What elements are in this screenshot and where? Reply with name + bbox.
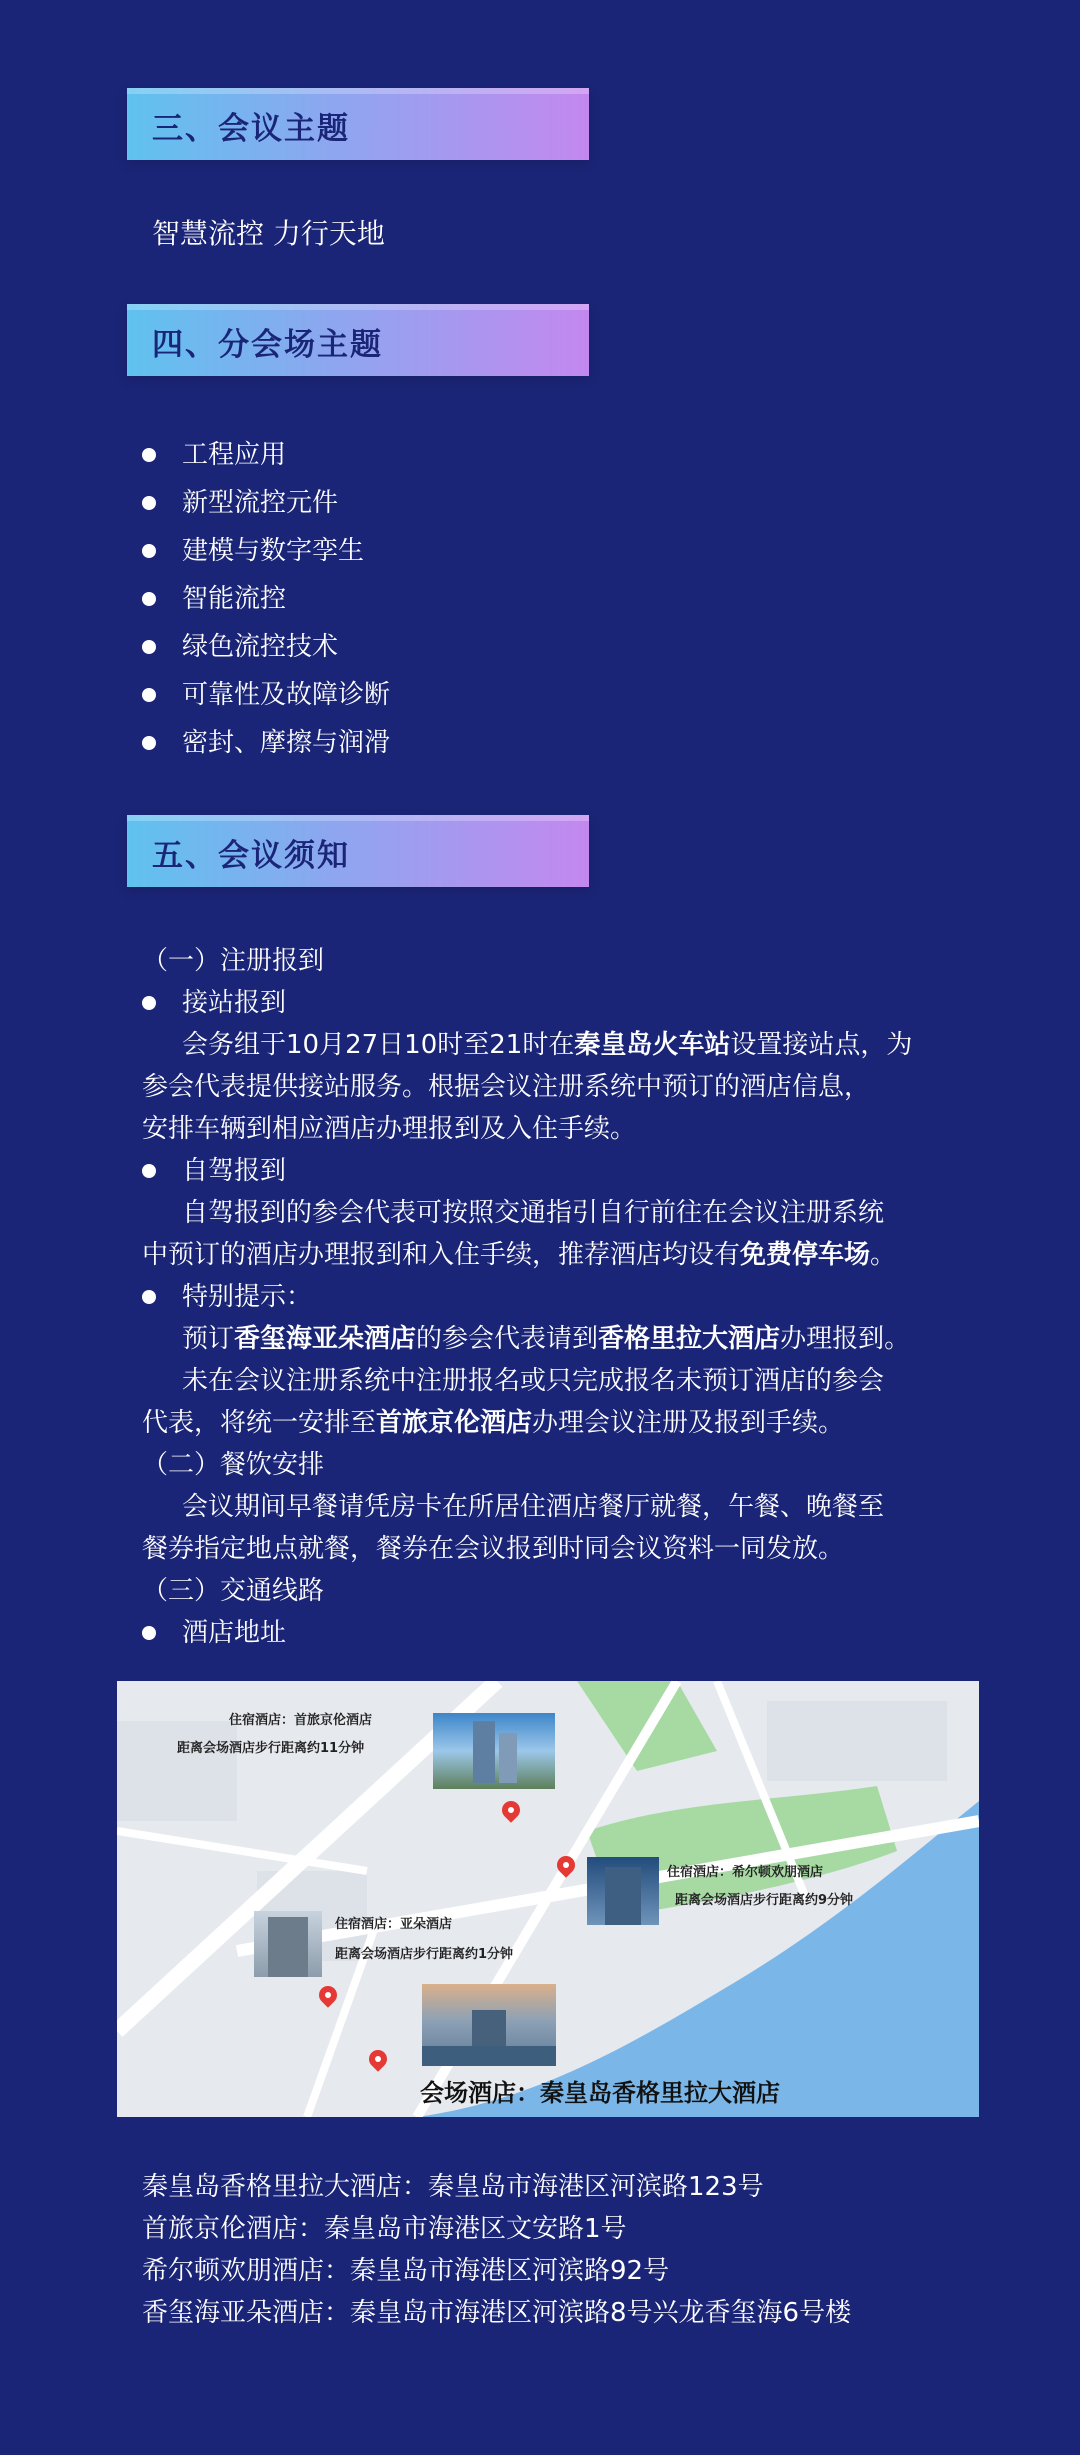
bullet-icon — [142, 640, 156, 654]
bullet-icon — [142, 736, 156, 750]
paragraph-pickup-line2: 参会代表提供接站服务。根据会议注册系统中预订的酒店信息， — [142, 1072, 871, 1102]
hotel-photo-jinglun — [433, 1713, 555, 1789]
bullet-icon — [142, 592, 156, 606]
map-label-atour-name: 住宿酒店：亚朵酒店 — [335, 1917, 453, 1932]
section-3-title: 三、会议主题 — [152, 111, 350, 147]
section-4-banner — [127, 304, 589, 376]
text-span: 设置接站点，为 — [730, 1030, 913, 1060]
bullet-icon — [142, 544, 156, 558]
bullet-icon — [142, 1164, 156, 1178]
bullet-hotel-address: 酒店地址 — [182, 1618, 287, 1648]
paragraph-special-line1 — [182, 1320, 910, 1358]
bullet-icon — [142, 996, 156, 1010]
section-5-title: 五、会议须知 — [152, 838, 350, 874]
subheading-registration: （一）注册报到 — [142, 946, 325, 976]
highlight-station: 秦皇岛火车站 — [574, 1030, 731, 1060]
list-item-label: 绿色流控技术 — [182, 632, 339, 662]
paragraph-dining-line2: 餐券指定地点就餐，餐券在会议报到时同会议资料一同发放。 — [142, 1534, 845, 1564]
bullet-special-note: 特别提示： — [182, 1282, 313, 1312]
list-item-label: 工程应用 — [182, 440, 287, 470]
list-item-label: 建模与数字孪生 — [182, 536, 365, 566]
highlight-hotel: 首旅京伦酒店 — [376, 1408, 533, 1438]
bullet-icon — [142, 448, 156, 462]
list-item-label: 智能流控 — [182, 584, 287, 614]
subheading-dining: （二）餐饮安排 — [142, 1450, 325, 1480]
text-span: 中预订的酒店办理报到和入住手续，推荐酒店均设有 — [142, 1240, 741, 1270]
address-hilton: 希尔顿欢朋酒店：秦皇岛市海港区河滨路92号 — [142, 2256, 670, 2286]
paragraph-dining-line1: 会议期间早餐请凭房卡在所居住酒店餐厅就餐，午餐、晚餐至 — [182, 1492, 885, 1522]
meeting-theme: 智慧流控 力行天地 — [152, 217, 385, 250]
list-item-label: 密封、摩擦与润滑 — [182, 728, 391, 758]
map-label-hilton-distance: 距离会场酒店步行距离约9分钟 — [675, 1893, 854, 1908]
bullet-icon — [142, 1626, 156, 1640]
paragraph-special-line3 — [142, 1404, 844, 1442]
highlight-hotel: 香玺海亚朵酒店 — [234, 1324, 417, 1354]
subheading-transport: （三）交通线路 — [142, 1576, 325, 1606]
paragraph-pickup-line3: 安排车辆到相应酒店办理报到及入住手续。 — [142, 1114, 637, 1144]
bullet-self-drive: 自驾报到 — [182, 1156, 287, 1186]
text-span: 预订 — [182, 1324, 235, 1354]
map-label-atour-distance: 距离会场酒店步行距离约1分钟 — [335, 1947, 514, 1962]
section-3-banner — [127, 88, 589, 160]
paragraph-pickup-line1 — [182, 1026, 912, 1064]
bullet-icon — [142, 496, 156, 510]
city-block — [117, 1721, 237, 1821]
paragraph-special-line2: 未在会议注册系统中注册报名或只完成报名未预订酒店的参会 — [182, 1366, 885, 1396]
section-4-title: 四、分会场主题 — [152, 327, 383, 363]
address-jinglun: 首旅京伦酒店：秦皇岛市海港区文安路1号 — [142, 2214, 627, 2244]
hotel-map — [117, 1681, 979, 2117]
bullet-pickup: 接站报到 — [182, 988, 287, 1018]
text-span: 会务组于10月27日10时至21时在 — [182, 1030, 575, 1060]
section-5-banner — [127, 815, 589, 887]
list-item-label: 可靠性及故障诊断 — [182, 680, 391, 710]
hotel-photo-hilton — [587, 1857, 659, 1925]
text-span: 的参会代表请到 — [416, 1324, 599, 1354]
map-label-jinglun-distance: 距离会场酒店步行距离约11分钟 — [177, 1741, 365, 1756]
paragraph-drive-line2 — [142, 1236, 896, 1274]
address-atour: 香玺海亚朵酒店：秦皇岛市海港区河滨路8号兴龙香玺海6号楼 — [142, 2298, 852, 2328]
list-item-label: 新型流控元件 — [182, 488, 339, 518]
map-label-jinglun-name: 住宿酒店：首旅京伦酒店 — [229, 1713, 373, 1728]
hotel-photo-shangri-la — [422, 1984, 556, 2066]
highlight-hotel: 香格里拉大酒店 — [598, 1324, 781, 1354]
text-span: 办理会议注册及报到手续。 — [532, 1408, 845, 1438]
text-span: 。 — [870, 1240, 897, 1270]
text-span: 代表，将统一安排至 — [142, 1408, 377, 1438]
map-venue-label: 会场酒店：秦皇岛香格里拉大酒店 — [420, 2079, 780, 2107]
hotel-photo-atour — [254, 1911, 322, 1977]
map-label-hilton-name: 住宿酒店：希尔顿欢朋酒店 — [667, 1865, 824, 1880]
city-block — [767, 1701, 947, 1781]
bullet-icon — [142, 1290, 156, 1304]
paragraph-drive-line1: 自驾报到的参会代表可按照交通指引自行前往在会议注册系统 — [182, 1198, 885, 1228]
text-span: 办理报到。 — [780, 1324, 911, 1354]
highlight-parking: 免费停车场 — [740, 1240, 871, 1270]
address-shangri-la: 秦皇岛香格里拉大酒店：秦皇岛市海港区河滨路123号 — [142, 2172, 764, 2202]
bullet-icon — [142, 688, 156, 702]
